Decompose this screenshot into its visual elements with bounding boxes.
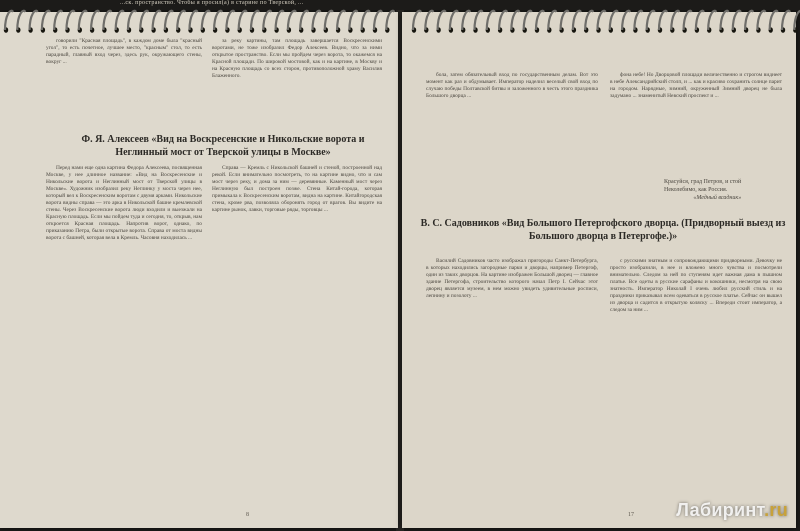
right-col1-body: [426, 258, 598, 508]
right-heading: В. С. Садовников «Вид Большого Петергофского дворца. (Придворный выезд из Большого дворца в Петергофе.)»: [420, 218, 786, 242]
poem-line-2: Неколебимо, как Россия.: [664, 187, 728, 193]
right-col2-top-text: фона небе! Но Дворцовой площади величественно и строгом виднеет в небе Александрийский столп, и ... как и красиво сохранить солнце парит на городом. Нарядные, зимний, окруженный Зимний дворец не была задумано ... знаменитый Невский проспект и ...: [610, 72, 782, 100]
left-col2-top: [212, 38, 382, 80]
watermark: [676, 500, 788, 521]
left-col2-top-text: за реку картины, там площадь завершается Воскресенскими воротами, не тоже изобразил Федор Алексеев. Видно, что за ними открытое пространство. Если мы пройдем через ворота, то окажемся на Красной площади. По широкой мостовой, как и на картине, в Москву и на Красную площадь со всех сторон, противоположной храму Василия Блаженного.: [212, 38, 382, 80]
left-col1-body: [46, 165, 202, 510]
poem-line-1: Красуйся, град Петров, и стой: [664, 179, 742, 185]
right-page: [402, 12, 796, 528]
watermark-name: Лабиринт: [676, 500, 765, 520]
right-col1-body-text: Василий Садовников часто изображал пригороды Санкт-Петербурга, в которых находились загородные парки и дворцы, например Петергоф, один из таких дворцов. На картине изображен Большой дворец — главное здание Петергофа, строительство которого начал Петр I. Сейчас этот дворец является музеем, в нем можно увидеть удивительные росписи, лепнину и позолоту ...: [426, 258, 598, 300]
left-col2-body: [212, 165, 382, 510]
right-page-number: 17: [628, 512, 634, 518]
right-col1-top: [426, 72, 598, 192]
left-heading: Ф. Я. Алексеев «Вид на Воскресенские и Никольские ворота и Неглинный мост от Тверской улицы в Москве»: [81, 134, 365, 158]
right-col1-top-text: бола, затем обязательный вход по государственным делам. Вот это момент как раз и обдумывает. Император наделил веселый свой вход по случаю победы Полтавской битвы и заложенного в честь этого праздника Большого дворца ...: [426, 72, 598, 100]
left-col2-body-text: Справа — Кремль с Никольской башней и стеной, построенной над рекой. Если внимательно посмотреть, то на картине видно, что и сам мост через реку, и дома за ним — деревянные. Каменный мост через Неглинную был построен позже. Стена Китай-города, которая примыкала к Воскресенским воротам, видна на картине. Китайгородская стена, кроме рва, позволяла оборонять город от врагов. Вы видите на картине рынок, лавки, торговые ряды, торговцы ...: [212, 165, 382, 214]
left-col1-top: [46, 38, 202, 66]
right-col2-body: [610, 258, 782, 508]
right-col2-body-text: с русскими знатным и сопровождающими придворными. Девочку не просто изобразили, в нее и вложено много чувства и посмотрели внимательно. Следом за ней по ступеням идет важная дама в пышном платье. Все одеты в русские сарафаны и кокошники, несмотря на свою знатность. Император Николай I очень любил русский стиль и на праздники приказывал всем одеваться в русское платье. Сейчас он вышел из дворца и садится в открытую коляску ... Впереди стоит император, а следом за ним ...: [610, 258, 782, 314]
left-col1-body-text: Перед нами еще одна картина Федора Алексеева, посвященная Москве, у нее длинное название: «Вид на Воскресенские и Никольские ворота и Неглинный мост от Тверской улицы в Москве». Художник изобразил реку Неглинку у моста через нее, который вел к Воскресенским воротам с двумя арками. Никольские ворота видны справа — это арка в Никольской башне кремлевской стены. Через Воскресенские ворота люди входили и выезжали на Красную площадь. Если мы пойдем туда и сегодня, то, открыв, нам откроется Красная площадь. Напротив ворот, однако, по приказанию Петра, были открытые ворота. Справа от моста видны ворота с башней, которая вела в Кремль. Часовня находилась ...: [46, 165, 202, 242]
right-col2-top: [610, 72, 782, 172]
watermark-suffix: .ru: [764, 500, 788, 520]
poem-signature: «Медный всадник»: [693, 195, 742, 201]
poem: [664, 178, 741, 202]
left-page: [0, 12, 398, 528]
header-strip: ...ск. пространство. Чтобы я просил(а) в старине по Тверской, ...: [120, 0, 304, 6]
left-page-number: 8: [246, 512, 249, 518]
left-col1-top-text: говорили "Красная площадь", в каждом доме была "красный угол", то есть почетное, лучшее место, "красным" стол, то есть парадный, главный вход через, здесь рук, окружающего стены, вокруг ...: [46, 38, 202, 66]
